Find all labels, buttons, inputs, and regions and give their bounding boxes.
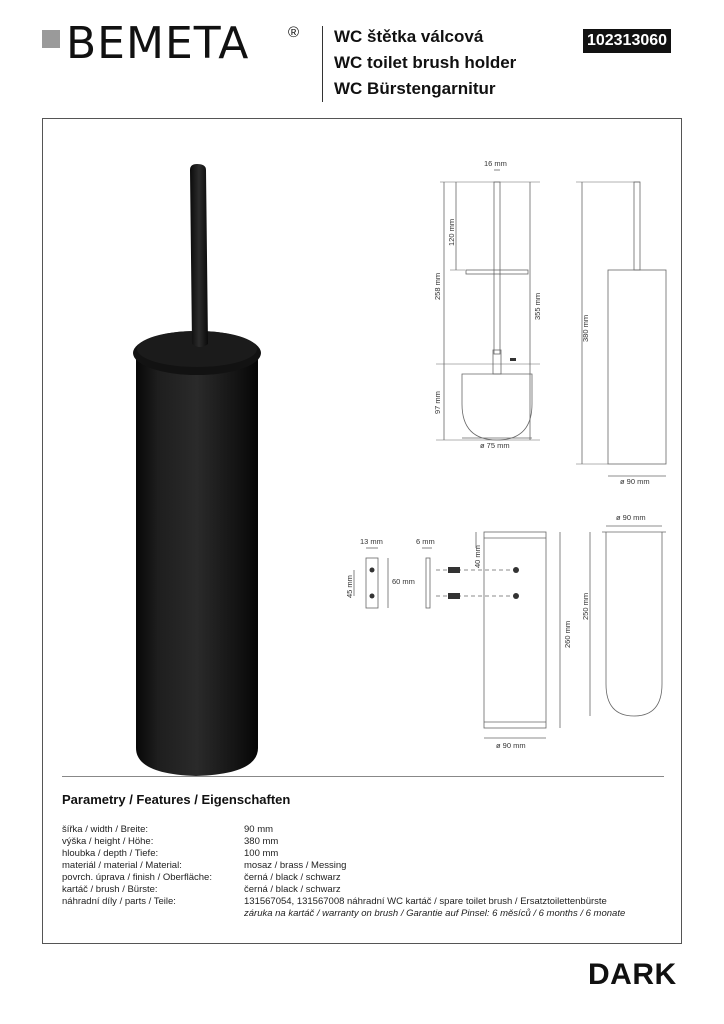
dim-bracket-height: 60 mm bbox=[392, 577, 415, 586]
brush-head bbox=[462, 374, 532, 440]
brush-handle bbox=[190, 164, 208, 347]
brush-rod bbox=[494, 182, 500, 354]
title-en: WC toilet brush holder bbox=[334, 53, 517, 72]
brand-name: BEMETA bbox=[66, 18, 250, 69]
product-photo bbox=[96, 150, 306, 790]
title-de: WC Bürstengarnitur bbox=[334, 79, 496, 98]
bracket-front bbox=[366, 558, 378, 608]
dim-rod-width: 16 mm bbox=[484, 159, 507, 168]
dim-mount-offset: 40 mm bbox=[473, 545, 482, 568]
brush-plate bbox=[466, 270, 528, 274]
registered-mark: ® bbox=[288, 24, 300, 41]
param-row: materiál / material / Material: mosaz / brass / Messing bbox=[62, 860, 347, 871]
param-row: výška / height / Höhe: 380 mm bbox=[62, 836, 279, 847]
title-cz: WC štětka válcová bbox=[334, 27, 484, 46]
dim-hole-spacing: 45 mm bbox=[345, 575, 354, 598]
holder-body-outline bbox=[608, 270, 666, 464]
dim-container-diameter: ø 90 mm bbox=[496, 741, 526, 750]
dim-total-height: 380 mm bbox=[581, 314, 590, 342]
cup-outline bbox=[606, 532, 662, 716]
product-titles bbox=[334, 24, 516, 102]
holder-body bbox=[136, 358, 258, 776]
logo-square-icon bbox=[42, 30, 60, 48]
param-row: náhradní díly / parts / Teile: 131567054, 131567008 náhradní WC kartáč / spare toilet brush / Ersatztoilettenbürste bbox=[62, 896, 607, 907]
dim-upper-length: 258 mm bbox=[433, 272, 442, 300]
dim-head-diameter: ø 75 mm bbox=[480, 441, 510, 450]
product-code-badge: 102313060 bbox=[583, 29, 671, 53]
dim-head-height: 97 mm bbox=[433, 391, 442, 414]
holder-rod bbox=[634, 182, 640, 270]
header-divider bbox=[322, 26, 323, 102]
brand-logo bbox=[38, 18, 308, 74]
series-name: DARK bbox=[588, 958, 677, 991]
dim-cup-height: 250 mm bbox=[581, 592, 590, 620]
param-row: kartáč / brush / Bürste: černá / black / schwarz bbox=[62, 884, 341, 895]
dim-cup-diameter: ø 90 mm bbox=[616, 513, 646, 522]
params-title: Parametry / Features / Eigenschaften bbox=[62, 792, 291, 807]
dim-holder-diameter: ø 90 mm bbox=[620, 477, 650, 486]
dim-bracket-width: 13 mm bbox=[360, 537, 383, 546]
dim-container-height: 260 mm bbox=[563, 620, 572, 648]
dim-brush-total: 355 mm bbox=[533, 292, 542, 320]
param-row: hloubka / depth / Tiefe: 100 mm bbox=[62, 848, 279, 859]
param-row: povrch. úprava / finish / Oberfläche: černá / black / schwarz bbox=[62, 872, 341, 883]
technical-drawing bbox=[340, 150, 680, 760]
dim-rod-length: 120 mm bbox=[447, 218, 456, 246]
dim-bracket-thickness: 6 mm bbox=[416, 537, 435, 546]
param-row: šířka / width / Breite: 90 mm bbox=[62, 824, 274, 835]
section-divider bbox=[62, 776, 664, 777]
container-outline bbox=[484, 532, 546, 728]
param-row-warranty: záruka na kartáč / warranty on brush / Garantie auf Pinsel: 6 měsíců / 6 months / 6 monate bbox=[244, 908, 626, 919]
params-table bbox=[62, 824, 662, 920]
